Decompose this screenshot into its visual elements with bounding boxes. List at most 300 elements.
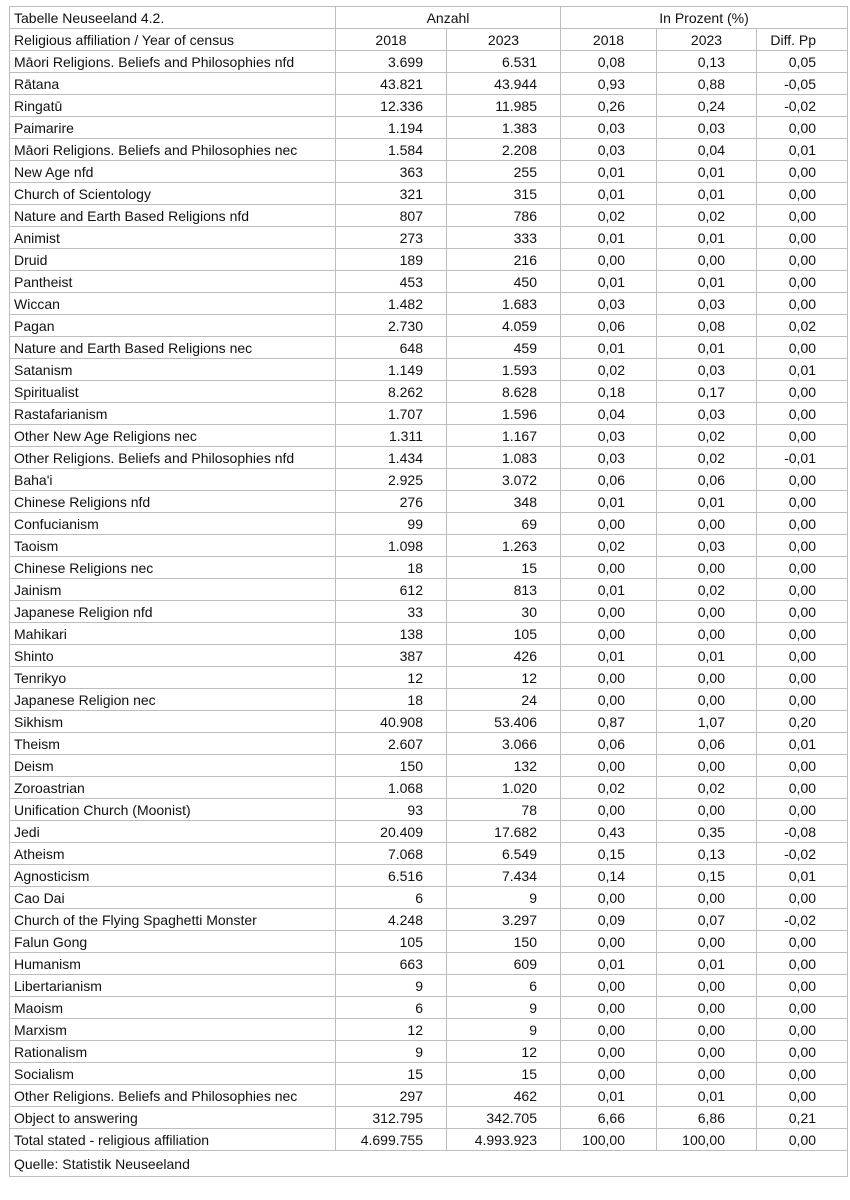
cell-percent-2018: 0,00 <box>561 667 657 689</box>
table-row <box>10 117 848 139</box>
cell-count-2018: 12 <box>336 1019 447 1041</box>
table-row <box>10 205 848 227</box>
cell-percent-2018: 0,14 <box>561 865 657 887</box>
cell-percent-2023: 0,00 <box>657 1019 757 1041</box>
cell-affiliation: Other New Age Religions nec <box>10 425 336 447</box>
cell-diff: 0,00 <box>757 491 848 513</box>
cell-count-2023: 15 <box>447 557 561 579</box>
cell-diff: 0,21 <box>757 1107 848 1129</box>
cell-count-2023: 17.682 <box>447 821 561 843</box>
cell-count-2018: 2.607 <box>336 733 447 755</box>
cell-count-2023: 342.705 <box>447 1107 561 1129</box>
cell-diff: 0,00 <box>757 425 848 447</box>
cell-affiliation: Satanism <box>10 359 336 381</box>
cell-affiliation: Ringatū <box>10 95 336 117</box>
cell-affiliation: Other Religions. Beliefs and Philosophies nfd <box>10 447 336 469</box>
cell-count-2023: 15 <box>447 1063 561 1085</box>
table-row <box>10 733 848 755</box>
cell-percent-2018: 0,26 <box>561 95 657 117</box>
cell-percent-2023: 0,02 <box>657 205 757 227</box>
cell-count-2018: 4.248 <box>336 909 447 931</box>
cell-percent-2018: 0,00 <box>561 997 657 1019</box>
table-row <box>10 1063 848 1085</box>
source-note: Quelle: Statistik Neuseeland <box>10 1151 848 1177</box>
cell-percent-2018: 0,01 <box>561 183 657 205</box>
cell-diff: 0,00 <box>757 755 848 777</box>
cell-count-2018: 6 <box>336 887 447 909</box>
table-container <box>9 6 847 1177</box>
cell-affiliation: Other Religions. Beliefs and Philosophies nec <box>10 1085 336 1107</box>
cell-affiliation: Jainism <box>10 579 336 601</box>
cell-percent-2023: 0,01 <box>657 161 757 183</box>
cell-count-2018: 93 <box>336 799 447 821</box>
table-caption: Tabelle Neuseeland 4.2. <box>10 7 336 29</box>
table-row <box>10 425 848 447</box>
table-row <box>10 183 848 205</box>
cell-affiliation: Socialism <box>10 1063 336 1085</box>
cell-count-2018: 9 <box>336 1041 447 1063</box>
cell-count-2023: 333 <box>447 227 561 249</box>
cell-count-2018: 807 <box>336 205 447 227</box>
cell-count-2018: 12.336 <box>336 95 447 117</box>
cell-diff: 0,00 <box>757 997 848 1019</box>
cell-diff: 0,01 <box>757 139 848 161</box>
cell-percent-2018: 0,00 <box>561 689 657 711</box>
cell-count-2023: 2.208 <box>447 139 561 161</box>
cell-diff: 0,00 <box>757 249 848 271</box>
cell-affiliation: Shinto <box>10 645 336 667</box>
cell-percent-2018: 100,00 <box>561 1129 657 1151</box>
cell-percent-2018: 0,03 <box>561 293 657 315</box>
cell-count-2023: 3.297 <box>447 909 561 931</box>
cell-count-2023: 8.628 <box>447 381 561 403</box>
cell-diff: 0,00 <box>757 535 848 557</box>
cell-percent-2023: 6,86 <box>657 1107 757 1129</box>
cell-count-2018: 6 <box>336 997 447 1019</box>
cell-count-2023: 1.383 <box>447 117 561 139</box>
column-header-percent-2023: 2023 <box>657 29 757 51</box>
cell-count-2018: 648 <box>336 337 447 359</box>
cell-count-2023: 9 <box>447 887 561 909</box>
cell-count-2018: 43.821 <box>336 73 447 95</box>
group-header-count: Anzahl <box>336 7 561 29</box>
group-header-percent: In Prozent (%) <box>561 7 848 29</box>
table-row <box>10 491 848 513</box>
cell-affiliation: Libertarianism <box>10 975 336 997</box>
cell-affiliation: Baha'i <box>10 469 336 491</box>
cell-percent-2018: 0,00 <box>561 1063 657 1085</box>
cell-count-2018: 1.194 <box>336 117 447 139</box>
cell-percent-2023: 0,35 <box>657 821 757 843</box>
cell-affiliation: Sikhism <box>10 711 336 733</box>
cell-diff: 0,02 <box>757 315 848 337</box>
cell-count-2018: 276 <box>336 491 447 513</box>
column-header-row <box>10 29 848 51</box>
cell-diff: 0,01 <box>757 359 848 381</box>
cell-percent-2023: 100,00 <box>657 1129 757 1151</box>
cell-count-2018: 663 <box>336 953 447 975</box>
cell-count-2023: 132 <box>447 755 561 777</box>
cell-percent-2023: 0,08 <box>657 315 757 337</box>
cell-count-2023: 450 <box>447 271 561 293</box>
cell-percent-2018: 0,03 <box>561 425 657 447</box>
cell-diff: 0,00 <box>757 1085 848 1107</box>
total-row <box>10 1129 848 1151</box>
cell-percent-2023: 0,00 <box>657 667 757 689</box>
source-row <box>10 1151 848 1177</box>
cell-percent-2023: 0,07 <box>657 909 757 931</box>
cell-count-2023: 609 <box>447 953 561 975</box>
cell-count-2023: 348 <box>447 491 561 513</box>
cell-count-2018: 1.311 <box>336 425 447 447</box>
cell-percent-2018: 0,02 <box>561 777 657 799</box>
cell-percent-2023: 0,00 <box>657 931 757 953</box>
cell-count-2023: 6.549 <box>447 843 561 865</box>
cell-percent-2018: 0,02 <box>561 359 657 381</box>
cell-count-2023: 12 <box>447 1041 561 1063</box>
table-row <box>10 293 848 315</box>
cell-count-2018: 1.149 <box>336 359 447 381</box>
cell-diff: 0,00 <box>757 337 848 359</box>
cell-percent-2023: 0,01 <box>657 953 757 975</box>
cell-percent-2018: 0,00 <box>561 931 657 953</box>
cell-count-2023: 9 <box>447 997 561 1019</box>
cell-count-2018: 8.262 <box>336 381 447 403</box>
cell-affiliation: Paimarire <box>10 117 336 139</box>
cell-affiliation: Agnosticism <box>10 865 336 887</box>
cell-diff: 0,01 <box>757 733 848 755</box>
table-row <box>10 711 848 733</box>
cell-percent-2023: 0,02 <box>657 579 757 601</box>
cell-percent-2023: 0,00 <box>657 1063 757 1085</box>
cell-diff: -0,01 <box>757 447 848 469</box>
cell-percent-2023: 0,00 <box>657 1041 757 1063</box>
table-row <box>10 975 848 997</box>
cell-count-2018: 2.925 <box>336 469 447 491</box>
cell-count-2023: 12 <box>447 667 561 689</box>
cell-percent-2018: 0,00 <box>561 799 657 821</box>
cell-affiliation: Pantheist <box>10 271 336 293</box>
table-row <box>10 843 848 865</box>
cell-count-2018: 312.795 <box>336 1107 447 1129</box>
cell-percent-2018: 0,01 <box>561 579 657 601</box>
cell-percent-2023: 0,00 <box>657 249 757 271</box>
cell-percent-2023: 0,04 <box>657 139 757 161</box>
cell-percent-2018: 0,01 <box>561 161 657 183</box>
cell-affiliation: Japanese Religion nec <box>10 689 336 711</box>
cell-percent-2023: 0,00 <box>657 975 757 997</box>
cell-percent-2018: 0,01 <box>561 953 657 975</box>
cell-count-2023: 1.596 <box>447 403 561 425</box>
cell-diff: 0,00 <box>757 953 848 975</box>
table-row <box>10 227 848 249</box>
cell-percent-2023: 0,00 <box>657 799 757 821</box>
cell-percent-2023: 0,00 <box>657 997 757 1019</box>
cell-diff: 0,05 <box>757 51 848 73</box>
cell-count-2018: 3.699 <box>336 51 447 73</box>
cell-count-2023: 43.944 <box>447 73 561 95</box>
cell-percent-2018: 0,00 <box>561 887 657 909</box>
cell-percent-2018: 0,06 <box>561 469 657 491</box>
cell-count-2018: 4.699.755 <box>336 1129 447 1151</box>
cell-percent-2023: 0,06 <box>657 469 757 491</box>
cell-percent-2023: 0,00 <box>657 755 757 777</box>
cell-percent-2018: 0,93 <box>561 73 657 95</box>
table-row <box>10 1019 848 1041</box>
cell-affiliation: Pagan <box>10 315 336 337</box>
cell-count-2023: 53.406 <box>447 711 561 733</box>
table-row <box>10 139 848 161</box>
cell-affiliation: Jedi <box>10 821 336 843</box>
cell-count-2023: 3.072 <box>447 469 561 491</box>
cell-count-2018: 1.098 <box>336 535 447 557</box>
table-row <box>10 997 848 1019</box>
cell-count-2023: 150 <box>447 931 561 953</box>
table-row <box>10 315 848 337</box>
cell-diff: -0,02 <box>757 843 848 865</box>
cell-affiliation: Tenrikyo <box>10 667 336 689</box>
cell-count-2023: 3.066 <box>447 733 561 755</box>
cell-percent-2023: 0,17 <box>657 381 757 403</box>
cell-count-2018: 7.068 <box>336 843 447 865</box>
cell-diff: 0,00 <box>757 931 848 953</box>
table-row <box>10 821 848 843</box>
cell-percent-2023: 0,00 <box>657 513 757 535</box>
table-row <box>10 909 848 931</box>
cell-diff: 0,00 <box>757 645 848 667</box>
cell-percent-2018: 0,04 <box>561 403 657 425</box>
cell-percent-2018: 0,00 <box>561 975 657 997</box>
cell-count-2023: 1.083 <box>447 447 561 469</box>
cell-affiliation: Chinese Religions nfd <box>10 491 336 513</box>
table-row <box>10 1085 848 1107</box>
cell-diff: 0,20 <box>757 711 848 733</box>
cell-count-2018: 189 <box>336 249 447 271</box>
cell-diff: 0,00 <box>757 667 848 689</box>
cell-count-2018: 1.707 <box>336 403 447 425</box>
cell-percent-2018: 0,02 <box>561 205 657 227</box>
cell-affiliation: Church of the Flying Spaghetti Monster <box>10 909 336 931</box>
cell-percent-2023: 0,06 <box>657 733 757 755</box>
cell-count-2018: 1.434 <box>336 447 447 469</box>
cell-percent-2023: 0,00 <box>657 601 757 623</box>
cell-percent-2023: 0,01 <box>657 183 757 205</box>
cell-percent-2023: 0,03 <box>657 293 757 315</box>
cell-affiliation: Mahikari <box>10 623 336 645</box>
cell-affiliation: Wiccan <box>10 293 336 315</box>
cell-count-2018: 321 <box>336 183 447 205</box>
cell-diff: 0,00 <box>757 557 848 579</box>
table-row <box>10 623 848 645</box>
cell-count-2023: 426 <box>447 645 561 667</box>
cell-percent-2018: 0,01 <box>561 271 657 293</box>
cell-percent-2023: 0,15 <box>657 865 757 887</box>
cell-affiliation: Chinese Religions nec <box>10 557 336 579</box>
cell-diff: 0,00 <box>757 1019 848 1041</box>
table-row <box>10 777 848 799</box>
table-row <box>10 447 848 469</box>
cell-count-2018: 273 <box>336 227 447 249</box>
cell-percent-2018: 0,01 <box>561 491 657 513</box>
cell-percent-2023: 0,03 <box>657 117 757 139</box>
table-row <box>10 1107 848 1129</box>
table-row <box>10 931 848 953</box>
cell-diff: 0,00 <box>757 227 848 249</box>
cell-percent-2023: 0,00 <box>657 689 757 711</box>
column-header-diff: Diff. Pp <box>757 29 848 51</box>
cell-count-2023: 9 <box>447 1019 561 1041</box>
cell-percent-2018: 0,02 <box>561 535 657 557</box>
cell-affiliation: Rātana <box>10 73 336 95</box>
cell-percent-2018: 0,00 <box>561 1019 657 1041</box>
cell-percent-2018: 0,08 <box>561 51 657 73</box>
cell-percent-2023: 0,01 <box>657 271 757 293</box>
cell-count-2018: 2.730 <box>336 315 447 337</box>
cell-count-2023: 813 <box>447 579 561 601</box>
cell-percent-2018: 0,01 <box>561 227 657 249</box>
cell-count-2023: 1.683 <box>447 293 561 315</box>
cell-affiliation: Falun Gong <box>10 931 336 953</box>
table-row <box>10 271 848 293</box>
cell-diff: 0,00 <box>757 1129 848 1151</box>
cell-diff: 0,00 <box>757 601 848 623</box>
cell-affiliation: Māori Religions. Beliefs and Philosophies nfd <box>10 51 336 73</box>
cell-diff: 0,00 <box>757 579 848 601</box>
cell-count-2023: 462 <box>447 1085 561 1107</box>
cell-percent-2018: 0,01 <box>561 1085 657 1107</box>
cell-diff: 0,00 <box>757 777 848 799</box>
cell-affiliation: Unification Church (Moonist) <box>10 799 336 821</box>
cell-diff: 0,01 <box>757 865 848 887</box>
cell-affiliation: Nature and Earth Based Religions nec <box>10 337 336 359</box>
table-row <box>10 953 848 975</box>
cell-count-2023: 1.593 <box>447 359 561 381</box>
cell-count-2023: 255 <box>447 161 561 183</box>
cell-count-2023: 4.993.923 <box>447 1129 561 1151</box>
cell-percent-2018: 0,00 <box>561 249 657 271</box>
cell-count-2018: 150 <box>336 755 447 777</box>
table-row <box>10 249 848 271</box>
cell-diff: 0,00 <box>757 161 848 183</box>
table-row <box>10 667 848 689</box>
cell-percent-2018: 6,66 <box>561 1107 657 1129</box>
cell-count-2018: 138 <box>336 623 447 645</box>
table-row <box>10 513 848 535</box>
cell-count-2023: 1.167 <box>447 425 561 447</box>
table-row <box>10 469 848 491</box>
table-row <box>10 73 848 95</box>
table-row <box>10 535 848 557</box>
cell-diff: 0,00 <box>757 381 848 403</box>
cell-percent-2023: 0,02 <box>657 777 757 799</box>
cell-affiliation: Total stated - religious affiliation <box>10 1129 336 1151</box>
cell-affiliation: Rationalism <box>10 1041 336 1063</box>
table-caption-row <box>10 7 848 29</box>
table-row <box>10 865 848 887</box>
table-row <box>10 601 848 623</box>
table-row <box>10 359 848 381</box>
cell-count-2018: 9 <box>336 975 447 997</box>
table-row <box>10 51 848 73</box>
cell-count-2018: 1.482 <box>336 293 447 315</box>
cell-count-2018: 12 <box>336 667 447 689</box>
cell-count-2018: 40.908 <box>336 711 447 733</box>
column-header-percent-2018: 2018 <box>561 29 657 51</box>
cell-count-2018: 18 <box>336 689 447 711</box>
cell-percent-2023: 0,00 <box>657 623 757 645</box>
cell-affiliation: Animist <box>10 227 336 249</box>
cell-affiliation: New Age nfd <box>10 161 336 183</box>
cell-percent-2018: 0,01 <box>561 337 657 359</box>
cell-diff: 0,00 <box>757 403 848 425</box>
cell-diff: 0,00 <box>757 293 848 315</box>
cell-diff: 0,00 <box>757 513 848 535</box>
cell-affiliation: Zoroastrian <box>10 777 336 799</box>
cell-affiliation: Atheism <box>10 843 336 865</box>
cell-affiliation: Nature and Earth Based Religions nfd <box>10 205 336 227</box>
column-header-affiliation: Religious affiliation / Year of census <box>10 29 336 51</box>
table-row <box>10 161 848 183</box>
cell-affiliation: Taoism <box>10 535 336 557</box>
cell-percent-2018: 0,00 <box>561 1041 657 1063</box>
cell-affiliation: Theism <box>10 733 336 755</box>
cell-diff: 0,00 <box>757 623 848 645</box>
cell-count-2018: 453 <box>336 271 447 293</box>
cell-affiliation: Druid <box>10 249 336 271</box>
cell-percent-2023: 0,00 <box>657 557 757 579</box>
cell-percent-2023: 0,00 <box>657 887 757 909</box>
religion-table <box>9 6 848 1177</box>
cell-count-2018: 297 <box>336 1085 447 1107</box>
cell-affiliation: Confucianism <box>10 513 336 535</box>
cell-percent-2023: 0,01 <box>657 227 757 249</box>
cell-diff: 0,00 <box>757 183 848 205</box>
cell-affiliation: Church of Scientology <box>10 183 336 205</box>
cell-count-2018: 6.516 <box>336 865 447 887</box>
cell-diff: -0,08 <box>757 821 848 843</box>
cell-diff: -0,02 <box>757 95 848 117</box>
table-row <box>10 689 848 711</box>
cell-percent-2018: 0,06 <box>561 315 657 337</box>
cell-affiliation: Deism <box>10 755 336 777</box>
cell-count-2023: 1.020 <box>447 777 561 799</box>
cell-affiliation: Maoism <box>10 997 336 1019</box>
cell-count-2023: 786 <box>447 205 561 227</box>
cell-percent-2018: 0,06 <box>561 733 657 755</box>
cell-count-2023: 216 <box>447 249 561 271</box>
cell-affiliation: Object to answering <box>10 1107 336 1129</box>
cell-diff: -0,02 <box>757 909 848 931</box>
cell-count-2018: 18 <box>336 557 447 579</box>
cell-diff: 0,00 <box>757 1063 848 1085</box>
cell-percent-2023: 0,03 <box>657 403 757 425</box>
cell-count-2018: 99 <box>336 513 447 535</box>
cell-count-2018: 1.068 <box>336 777 447 799</box>
cell-diff: 0,00 <box>757 469 848 491</box>
cell-percent-2023: 0,88 <box>657 73 757 95</box>
cell-count-2018: 15 <box>336 1063 447 1085</box>
cell-percent-2023: 0,13 <box>657 843 757 865</box>
cell-count-2018: 33 <box>336 601 447 623</box>
cell-count-2018: 387 <box>336 645 447 667</box>
cell-percent-2018: 0,00 <box>561 513 657 535</box>
table-row <box>10 755 848 777</box>
cell-percent-2018: 0,15 <box>561 843 657 865</box>
table-row <box>10 337 848 359</box>
cell-count-2023: 69 <box>447 513 561 535</box>
cell-percent-2018: 0,87 <box>561 711 657 733</box>
cell-affiliation: Humanism <box>10 953 336 975</box>
